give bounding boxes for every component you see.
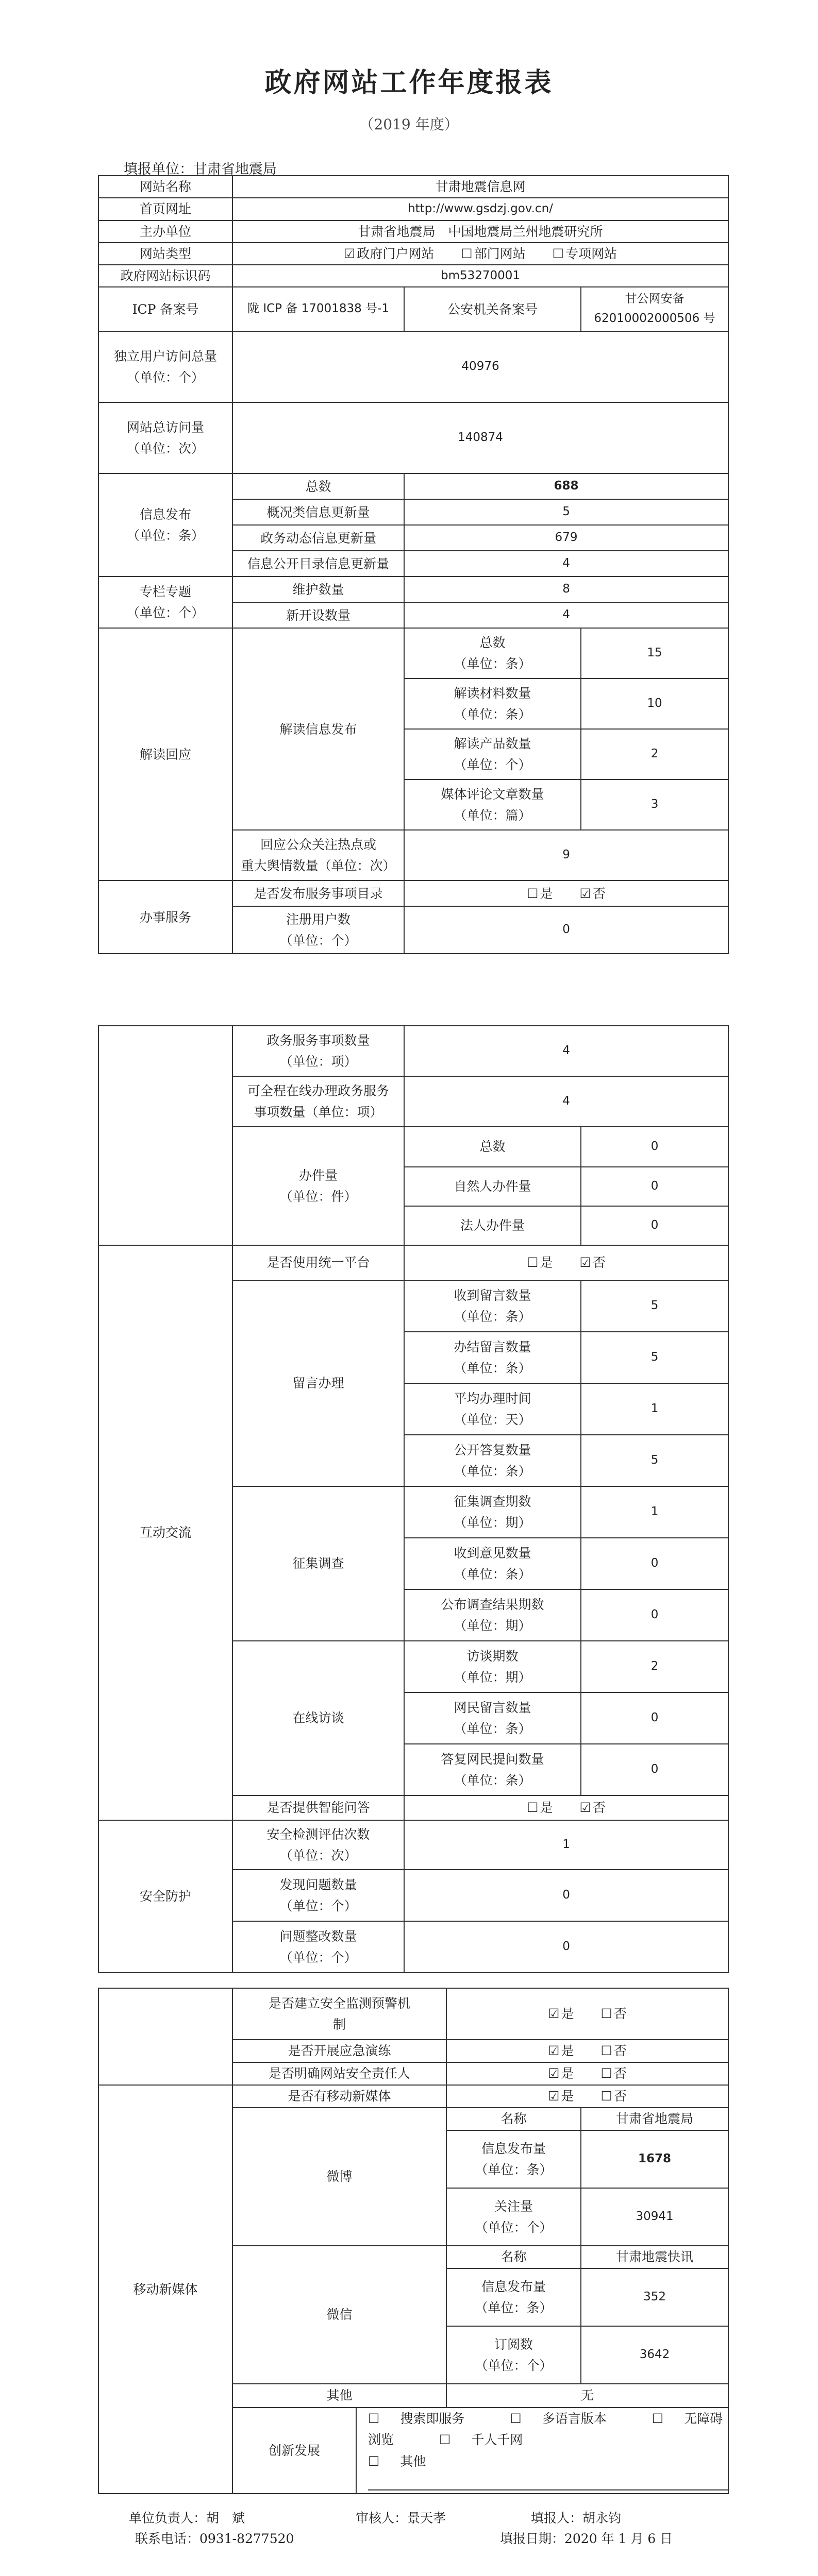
label-weibo: 微博 (232, 2108, 446, 2246)
label-responsible: 是否明确网站安全责任人 (232, 2062, 446, 2085)
empty-box-icon: ☐ (368, 2411, 380, 2426)
report-page-1 (98, 175, 728, 954)
label-icp: ICP 备案号 (98, 287, 232, 331)
label-respond: 回应公众关注热点或 重大舆情数量（单位：次） (232, 830, 404, 880)
checkbox-no[interactable] (601, 2063, 627, 2084)
label-interact: 互动交流 (98, 1245, 232, 1820)
footer-reviewer: 审核人：景天孝 (356, 2511, 446, 2526)
yes-label: 是 (561, 2043, 574, 2059)
work-legal-value: 0 (581, 1206, 728, 1245)
label-warn: 是否建立安全监测预警机 制 (232, 1988, 446, 2040)
no-label: 否 (592, 1800, 606, 1816)
empty-box-icon: ☐ (652, 2411, 664, 2426)
empty-box-icon: ☐ (461, 246, 473, 261)
label-workload: 办件量 （单位：件） (232, 1127, 404, 1245)
label-message: 留言办理 (232, 1280, 404, 1486)
site-name-value: 甘肃地震信息网 (232, 176, 728, 198)
checkbox-yes[interactable] (548, 2040, 574, 2061)
table-row (98, 176, 728, 198)
label-mobile: 移动新媒体 (98, 2085, 232, 2494)
label-home-url: 首页网址 (98, 198, 232, 220)
no-label: 否 (613, 2043, 627, 2059)
checkbox-yes[interactable] (527, 1797, 553, 1818)
label-interpret: 解读回应 (98, 628, 232, 880)
yes-label: 是 (540, 886, 553, 901)
checkbox-yes[interactable] (527, 1252, 553, 1273)
label-info-total: 总数 (232, 473, 404, 499)
col-maintain-value: 8 (404, 577, 728, 602)
table-row (98, 287, 728, 331)
empty-box-icon: ☐ (600, 2089, 612, 2104)
empty-box-icon: ☐ (368, 2453, 380, 2469)
msg-recv-value: 5 (581, 1280, 728, 1332)
label-service-pub: 是否发布服务事项目录 (232, 880, 404, 906)
table-row (98, 473, 728, 499)
checked-box-icon: ☑ (548, 2066, 560, 2081)
work-total-value: 0 (581, 1127, 728, 1167)
page-title: 政府网站工作年度报表 (264, 67, 554, 98)
wechat-name-value: 甘肃地震快讯 (581, 2246, 728, 2268)
report-table-2 (98, 1025, 729, 1973)
warn-options (446, 1988, 728, 2040)
table-row (98, 1820, 728, 1870)
label-new-open: 新开设数量 (232, 602, 404, 628)
label-material: 解读材料数量 （单位：条） (404, 679, 581, 729)
footer-phone: 联系电话：0931-8277520 (135, 2531, 294, 2546)
label-survey-results: 公布调查结果期数 （单位：期） (404, 1589, 581, 1641)
weibo-follow-value: 30941 (581, 2188, 728, 2246)
weibo-name-value: 甘肃省地震局 (581, 2108, 728, 2130)
label-sec-found: 发现问题数量 （单位：个） (232, 1870, 404, 1921)
label-sec-eval: 安全检测评估次数 （单位：次） (232, 1820, 404, 1870)
checked-box-icon: ☑ (548, 2043, 560, 2059)
checkbox-yes[interactable] (548, 2063, 574, 2084)
host-unit-value: 甘肃省地震局 中国地震局兰州地震研究所 (232, 221, 728, 243)
iv-periods-value: 2 (581, 1641, 728, 1692)
checked-box-icon: ☑ (579, 1255, 591, 1270)
yes-label: 是 (561, 2066, 574, 2081)
has-mobile-options (446, 2085, 728, 2108)
unified-options (404, 1245, 728, 1280)
police-value: 甘公网安备 62010002000506 号 (581, 287, 728, 331)
msg-reply-value: 5 (581, 1435, 728, 1486)
dynamic-value: 679 (404, 525, 728, 551)
checkbox-no[interactable] (579, 883, 605, 904)
checkbox-personalized[interactable] (439, 2432, 543, 2447)
label-police: 公安机关备案号 (404, 287, 581, 331)
table-row (98, 1245, 728, 1280)
table-row (98, 402, 728, 473)
table-row (98, 198, 728, 220)
checkbox-multilang[interactable] (510, 2411, 627, 2426)
checkbox-yes[interactable] (548, 2003, 574, 2024)
label-iv-answers: 答复网民提问数量 （单位：条） (404, 1744, 581, 1795)
label-msg-recv: 收到留言数量 （单位：条） (404, 1280, 581, 1332)
label-weibo-name: 名称 (446, 2108, 581, 2130)
table-row (98, 1988, 728, 2040)
label-pv: 网站总访问量 （单位：次） (98, 402, 232, 473)
iv-msgs-value: 0 (581, 1692, 728, 1744)
label-site-id: 政府网站标识码 (98, 265, 232, 287)
table-row (98, 577, 728, 602)
checked-box-icon: ☑ (548, 2006, 560, 2022)
label-service: 办事服务 (98, 880, 232, 954)
label-registered: 注册用户数 （单位：个） (232, 906, 404, 954)
info-total-value: 688 (404, 473, 728, 499)
report-page-3 (98, 1988, 728, 2494)
footer-leader: 单位负责人：胡 斌 (129, 2511, 245, 2526)
type-gov-label: 政府门户网站 (357, 246, 435, 261)
fill-unit: 填报单位：甘肃省地震局 (124, 161, 277, 177)
checkbox-yes[interactable] (548, 2086, 574, 2107)
type-dept-label: 部门网站 (474, 246, 526, 261)
yes-label: 是 (540, 1800, 553, 1816)
yes-label: 是 (561, 2006, 574, 2022)
sec-fixed-value: 0 (404, 1921, 728, 1973)
no-label: 否 (613, 2006, 627, 2022)
site-type-options (232, 243, 728, 265)
table-row (98, 265, 728, 287)
checkbox-other[interactable] (368, 2454, 446, 2469)
respond-value: 9 (404, 830, 728, 880)
table-row (98, 628, 728, 679)
msg-time-value: 1 (581, 1383, 728, 1435)
iv-answers-value: 0 (581, 1744, 728, 1795)
innov-kiosk-label: 千人千网 (471, 2432, 523, 2448)
empty-box-icon: ☐ (510, 2411, 522, 2426)
label-survey: 征集调查 (232, 1486, 404, 1641)
checkbox-no[interactable] (579, 1797, 605, 1818)
int-total-value: 15 (581, 628, 728, 679)
other-underline[interactable] (368, 2476, 728, 2490)
label-iv-periods: 访谈期数 （单位：期） (404, 1641, 581, 1692)
label-legal: 法人办件量 (404, 1206, 581, 1245)
innov-other-label: 其他 (400, 2453, 426, 2469)
msg-done-value: 5 (581, 1332, 728, 1383)
label-overview: 概况类信息更新量 (232, 499, 404, 525)
wechat-info-value: 352 (581, 2268, 728, 2326)
yes-label: 是 (540, 1255, 553, 1270)
checkbox-gov-portal[interactable] (344, 243, 434, 264)
empty-box-icon: ☐ (527, 1255, 539, 1270)
no-label: 否 (592, 886, 606, 901)
footer-filler: 填报人：胡永钧 (531, 2511, 622, 2526)
checked-box-icon: ☑ (579, 886, 591, 901)
survey-results-value: 0 (581, 1589, 728, 1641)
table-row (98, 243, 728, 265)
empty-box-icon: ☐ (600, 2066, 612, 2081)
label-security: 安全防护 (98, 1820, 232, 1973)
label-uv: 独立用户访问总量 （单位：个） (98, 331, 232, 402)
sec-found-value: 0 (404, 1870, 728, 1921)
empty-box-icon: ☐ (527, 886, 539, 901)
table-row (98, 331, 728, 402)
site-id-value: bm53270001 (232, 265, 728, 287)
label-work-total: 总数 (404, 1127, 581, 1167)
label-wechat-name: 名称 (446, 2246, 581, 2268)
label-msg-time: 平均办理时间 （单位：天） (404, 1383, 581, 1435)
label-media: 媒体评论文章数量 （单位：篇） (404, 779, 581, 830)
table-row (98, 221, 728, 243)
report-year: （2019 年度） (359, 116, 459, 133)
sec-eval-value: 1 (404, 1820, 728, 1870)
empty-box-icon: ☐ (439, 2432, 451, 2448)
label-msg-reply: 公开答复数量 （单位：条） (404, 1435, 581, 1486)
label-msg-done: 办结留言数量 （单位：条） (404, 1332, 581, 1383)
checked-box-icon: ☑ (343, 246, 356, 261)
label-int-total: 总数 （单位：条） (404, 628, 581, 679)
col-new-value: 4 (404, 602, 728, 628)
survey-opinions-value: 0 (581, 1538, 728, 1589)
no-label: 否 (613, 2089, 627, 2104)
label-smart-qa: 是否提供智能问答 (232, 1795, 404, 1820)
icp-value: 陇 ICP 备 17001838 号-1 (232, 287, 404, 331)
no-label: 否 (613, 2066, 627, 2081)
label-catalog: 信息公开目录信息更新量 (232, 551, 404, 577)
label-site-name: 网站名称 (98, 176, 232, 198)
empty-box-icon: ☐ (600, 2006, 612, 2022)
checkbox-dept-site[interactable] (461, 243, 525, 264)
checkbox-no[interactable] (601, 2086, 627, 2107)
table-row (98, 2085, 728, 2108)
label-wechat-sub: 订阅数 （单位：个） (446, 2326, 581, 2384)
int-material-value: 10 (581, 679, 728, 729)
label-iv-msgs: 网民留言数量 （单位：条） (404, 1692, 581, 1744)
label-info-pub: 信息发布 （单位：条） (98, 473, 232, 577)
checkbox-search-service[interactable] (368, 2411, 485, 2426)
service-items-value: 4 (404, 1026, 728, 1076)
other-value: 无 (446, 2384, 728, 2408)
yes-label: 是 (561, 2089, 574, 2104)
checkbox-yes[interactable] (527, 883, 553, 904)
service-pub-options (404, 880, 728, 906)
label-drill: 是否开展应急演练 (232, 2040, 446, 2062)
home-url-value: http://www.gsdzj.gov.cn/ (232, 198, 728, 220)
innovation-options (356, 2408, 728, 2494)
smart-qa-options (404, 1795, 728, 1820)
label-maintain: 维护数量 (232, 577, 404, 602)
footer-date: 填报日期：2020 年 1 月 6 日 (500, 2531, 673, 2546)
no-label: 否 (592, 1255, 606, 1270)
label-online-items: 可全程在线办理政务服务 事项数量（单位：项） (232, 1076, 404, 1127)
label-interview: 在线访谈 (232, 1641, 404, 1795)
label-survey-periods: 征集调查期数 （单位：期） (404, 1486, 581, 1538)
empty-box-icon: ☐ (527, 1800, 539, 1816)
work-natural-value: 0 (581, 1167, 728, 1206)
type-special-label: 专项网站 (565, 246, 617, 261)
label-weibo-info: 信息发布量 （单位：条） (446, 2130, 581, 2188)
table-row (98, 1026, 728, 1076)
report-page-2 (98, 1025, 728, 1973)
uv-value: 40976 (232, 331, 728, 402)
security-cont-cell (98, 1988, 232, 2085)
innov-access-label: 无障碍浏览 (368, 2411, 723, 2448)
label-unified: 是否使用统一平台 (232, 1245, 404, 1280)
label-product: 解读产品数量 （单位：个） (404, 729, 581, 779)
catalog-value: 4 (404, 551, 728, 577)
checkbox-special-site[interactable] (553, 243, 617, 264)
innov-lang-label: 多语言版本 (542, 2411, 607, 2426)
registered-value: 0 (404, 906, 728, 954)
label-sec-fixed: 问题整改数量 （单位：个） (232, 1921, 404, 1973)
online-items-value: 4 (404, 1076, 728, 1127)
wechat-sub-value: 3642 (581, 2326, 728, 2384)
checkbox-no[interactable] (601, 2040, 627, 2061)
checkbox-no[interactable] (579, 1252, 605, 1273)
label-weibo-follow: 关注量 （单位：个） (446, 2188, 581, 2246)
label-column: 专栏专题 （单位：个） (98, 577, 232, 628)
overview-value: 5 (404, 499, 728, 525)
label-has-mobile: 是否有移动新媒体 (232, 2085, 446, 2108)
label-natural: 自然人办件量 (404, 1167, 581, 1206)
report-table-1 (98, 175, 729, 954)
table-row (98, 880, 728, 906)
label-wechat: 微信 (232, 2246, 446, 2384)
label-host-unit: 主办单位 (98, 221, 232, 243)
checked-box-icon: ☑ (579, 1800, 591, 1816)
responsible-options (446, 2062, 728, 2085)
int-product-value: 2 (581, 729, 728, 779)
survey-periods-value: 1 (581, 1486, 728, 1538)
label-wechat-info: 信息发布量 （单位：条） (446, 2268, 581, 2326)
drill-options (446, 2040, 728, 2062)
innov-search-label: 搜索即服务 (400, 2411, 465, 2426)
label-innovation: 创新发展 (232, 2408, 356, 2494)
checked-box-icon: ☑ (548, 2089, 560, 2104)
checkbox-no[interactable] (601, 2003, 627, 2024)
empty-box-icon: ☐ (552, 246, 564, 261)
label-other: 其他 (232, 2384, 446, 2408)
label-service-items: 政务服务事项数量 （单位：项） (232, 1026, 404, 1076)
int-media-value: 3 (581, 779, 728, 830)
pv-value: 140874 (232, 402, 728, 473)
label-dynamic: 政务动态信息更新量 (232, 525, 404, 551)
label-site-type: 网站类型 (98, 243, 232, 265)
report-table-3 (98, 1988, 729, 2494)
label-interpret-pub: 解读信息发布 (232, 628, 404, 830)
label-survey-opinions: 收到意见数量 （单位：条） (404, 1538, 581, 1589)
empty-box-icon: ☐ (600, 2043, 612, 2059)
service-cont-cell (98, 1026, 232, 1245)
weibo-info-value: 1678 (581, 2130, 728, 2188)
